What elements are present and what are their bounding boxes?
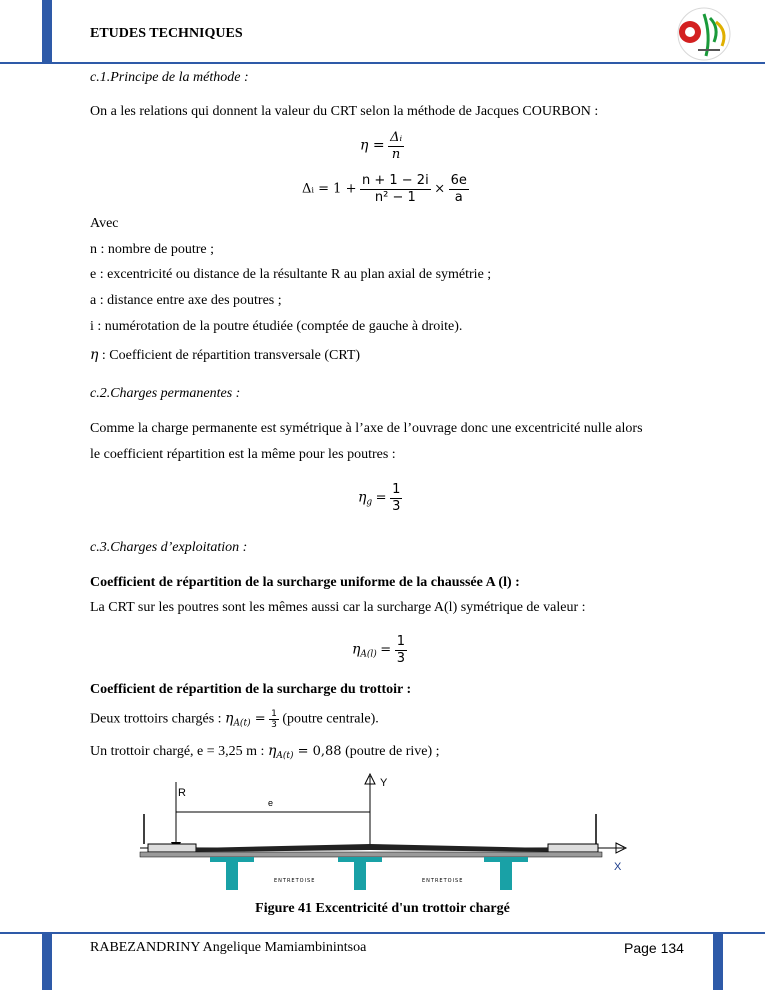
two-trottoirs-den: 3 xyxy=(271,720,277,730)
left-beam-web xyxy=(226,862,238,890)
center-beam-flange xyxy=(338,857,382,862)
definition-a: a : distance entre axe des poutres ; xyxy=(90,293,282,308)
two-trottoirs-num: 1 xyxy=(271,709,277,719)
eq1-fraction xyxy=(388,130,404,163)
definition-n: n : nombre de poutre ; xyxy=(90,242,215,257)
label-x: X xyxy=(614,861,622,873)
two-trottoirs-sub: A(t) xyxy=(233,718,251,729)
line-one-trottoir xyxy=(90,743,440,761)
line-two-trottoirs xyxy=(90,709,379,730)
right-beam xyxy=(484,857,528,890)
deck-slab xyxy=(140,852,602,857)
equation-delta xyxy=(302,173,469,206)
two-trottoirs-fraction xyxy=(269,709,279,730)
road-surface xyxy=(196,844,548,852)
label-e: e xyxy=(268,798,274,808)
header-title: ETUDES TECHNIQUES xyxy=(90,26,243,41)
eq4-num: 1 xyxy=(396,634,405,649)
section-c3-title: c.3.Charges d’exploitation : xyxy=(90,540,248,555)
left-beam-flange xyxy=(210,857,254,862)
one-trottoir-sub: A(t) xyxy=(276,751,294,761)
footer-left-bar xyxy=(42,934,52,990)
c3-text-uniform: La CRT sur les poutres sont les mêmes aussi car la surcharge A(l) symétrique de valeur : xyxy=(90,600,586,615)
header-rule xyxy=(0,62,765,64)
eq3-equals: = xyxy=(375,490,387,506)
left-beam xyxy=(210,857,254,890)
bridge-cross-section-diagram xyxy=(130,772,635,894)
label-r: R xyxy=(178,787,186,799)
one-trottoir-pre: Un trottoir chargé, e = 3,25 m : xyxy=(90,744,268,759)
eq2-fraction-2 xyxy=(449,173,469,206)
figure-caption: Figure 41 Excentricité d'un trottoir chargé xyxy=(255,901,510,916)
one-trottoir-value: = 0,88 xyxy=(293,744,342,759)
two-trottoirs-pre: Deux trottoirs chargés : xyxy=(90,711,226,727)
definition-eta xyxy=(90,347,360,364)
eq3-sub: g xyxy=(366,497,373,508)
definition-i: i : numérotation de la poutre étudiée (comptée de gauche à droite). xyxy=(90,319,463,334)
definition-eta-text: : Coefficient de répartition transversale (CRT) xyxy=(98,348,361,363)
eq4-sub: A(l) xyxy=(360,649,377,660)
center-beam xyxy=(338,857,382,890)
eq3-den: 3 xyxy=(392,499,401,514)
section-c2-title: c.2.Charges permanentes : xyxy=(90,386,241,401)
center-beam-web xyxy=(354,862,366,890)
footer-right-bar xyxy=(713,934,723,990)
eq1-num: Δᵢ xyxy=(390,130,403,145)
equation-eta xyxy=(360,130,404,163)
eq2-times: × xyxy=(434,181,446,197)
avec-label: Avec xyxy=(90,216,119,231)
eq2-den: n² − 1 xyxy=(374,190,416,205)
footer-page-number: Page 134 xyxy=(624,940,684,956)
one-trottoir-post: (poutre de rive) ; xyxy=(341,744,440,759)
c2-text-line-1: Comme la charge permanente est symétrique à l’axe de l’ouvrage donc une excentricité nulle alors xyxy=(90,421,643,436)
label-y: Y xyxy=(380,777,388,789)
entretoise-label-left: ENTRETOISE xyxy=(274,878,316,884)
footer-rule xyxy=(0,932,765,934)
eq3-num: 1 xyxy=(392,482,401,497)
equation-eta-al xyxy=(352,634,407,667)
eq1-lhs: η = xyxy=(360,137,385,154)
definition-eta-symbol: η xyxy=(90,347,99,363)
right-beam-web xyxy=(500,862,512,890)
eq4-den: 3 xyxy=(396,651,405,666)
eq2-den2: a xyxy=(454,190,463,205)
right-sidewalk xyxy=(548,844,598,852)
university-logo-icon xyxy=(668,6,740,62)
eq1-den: n xyxy=(391,147,401,162)
eq4-fraction xyxy=(395,634,407,667)
eq2-num: n + 1 − 2i xyxy=(361,173,429,188)
two-trottoirs-equals: = xyxy=(250,711,266,727)
c1-intro: On a les relations qui donnent la valeur du CRT selon la méthode de Jacques COURBON : xyxy=(90,104,599,119)
two-trottoirs-post: (poutre centrale). xyxy=(278,711,379,727)
eq3-fraction xyxy=(390,482,402,515)
footer-author: RABEZANDRINY Angelique Mamiambinintsoa xyxy=(90,940,367,955)
left-sidewalk xyxy=(148,844,196,852)
definition-e: e : excentricité ou distance de la résultante R au plan axial de symétrie ; xyxy=(90,267,492,282)
c2-text-line-2: le coefficient répartition est la même pour les poutres : xyxy=(90,447,396,462)
eq4-equals: = xyxy=(380,642,392,658)
one-trottoir-symbol: η xyxy=(267,743,277,759)
c3-heading-uniform: Coefficient de répartition de la surcharge uniforme de la chaussée A (l) : xyxy=(90,575,520,590)
two-trottoirs-symbol: η xyxy=(225,710,234,727)
entretoise-label-right: ENTRETOISE xyxy=(422,878,464,884)
section-c1-title: c.1.Principe de la méthode : xyxy=(90,70,249,85)
equation-eta-g xyxy=(358,482,402,515)
eq2-lhs: Δᵢ = 1 + xyxy=(302,181,357,197)
c3-heading-trottoir: Coefficient de répartition de la surcharge du trottoir : xyxy=(90,682,412,697)
header-left-bar xyxy=(42,0,52,62)
eq2-fraction-1 xyxy=(360,173,431,206)
eq3-symbol: η xyxy=(358,489,367,506)
eq2-num2: 6e xyxy=(450,173,467,188)
eq4-symbol: η xyxy=(352,641,361,658)
right-beam-flange xyxy=(484,857,528,862)
